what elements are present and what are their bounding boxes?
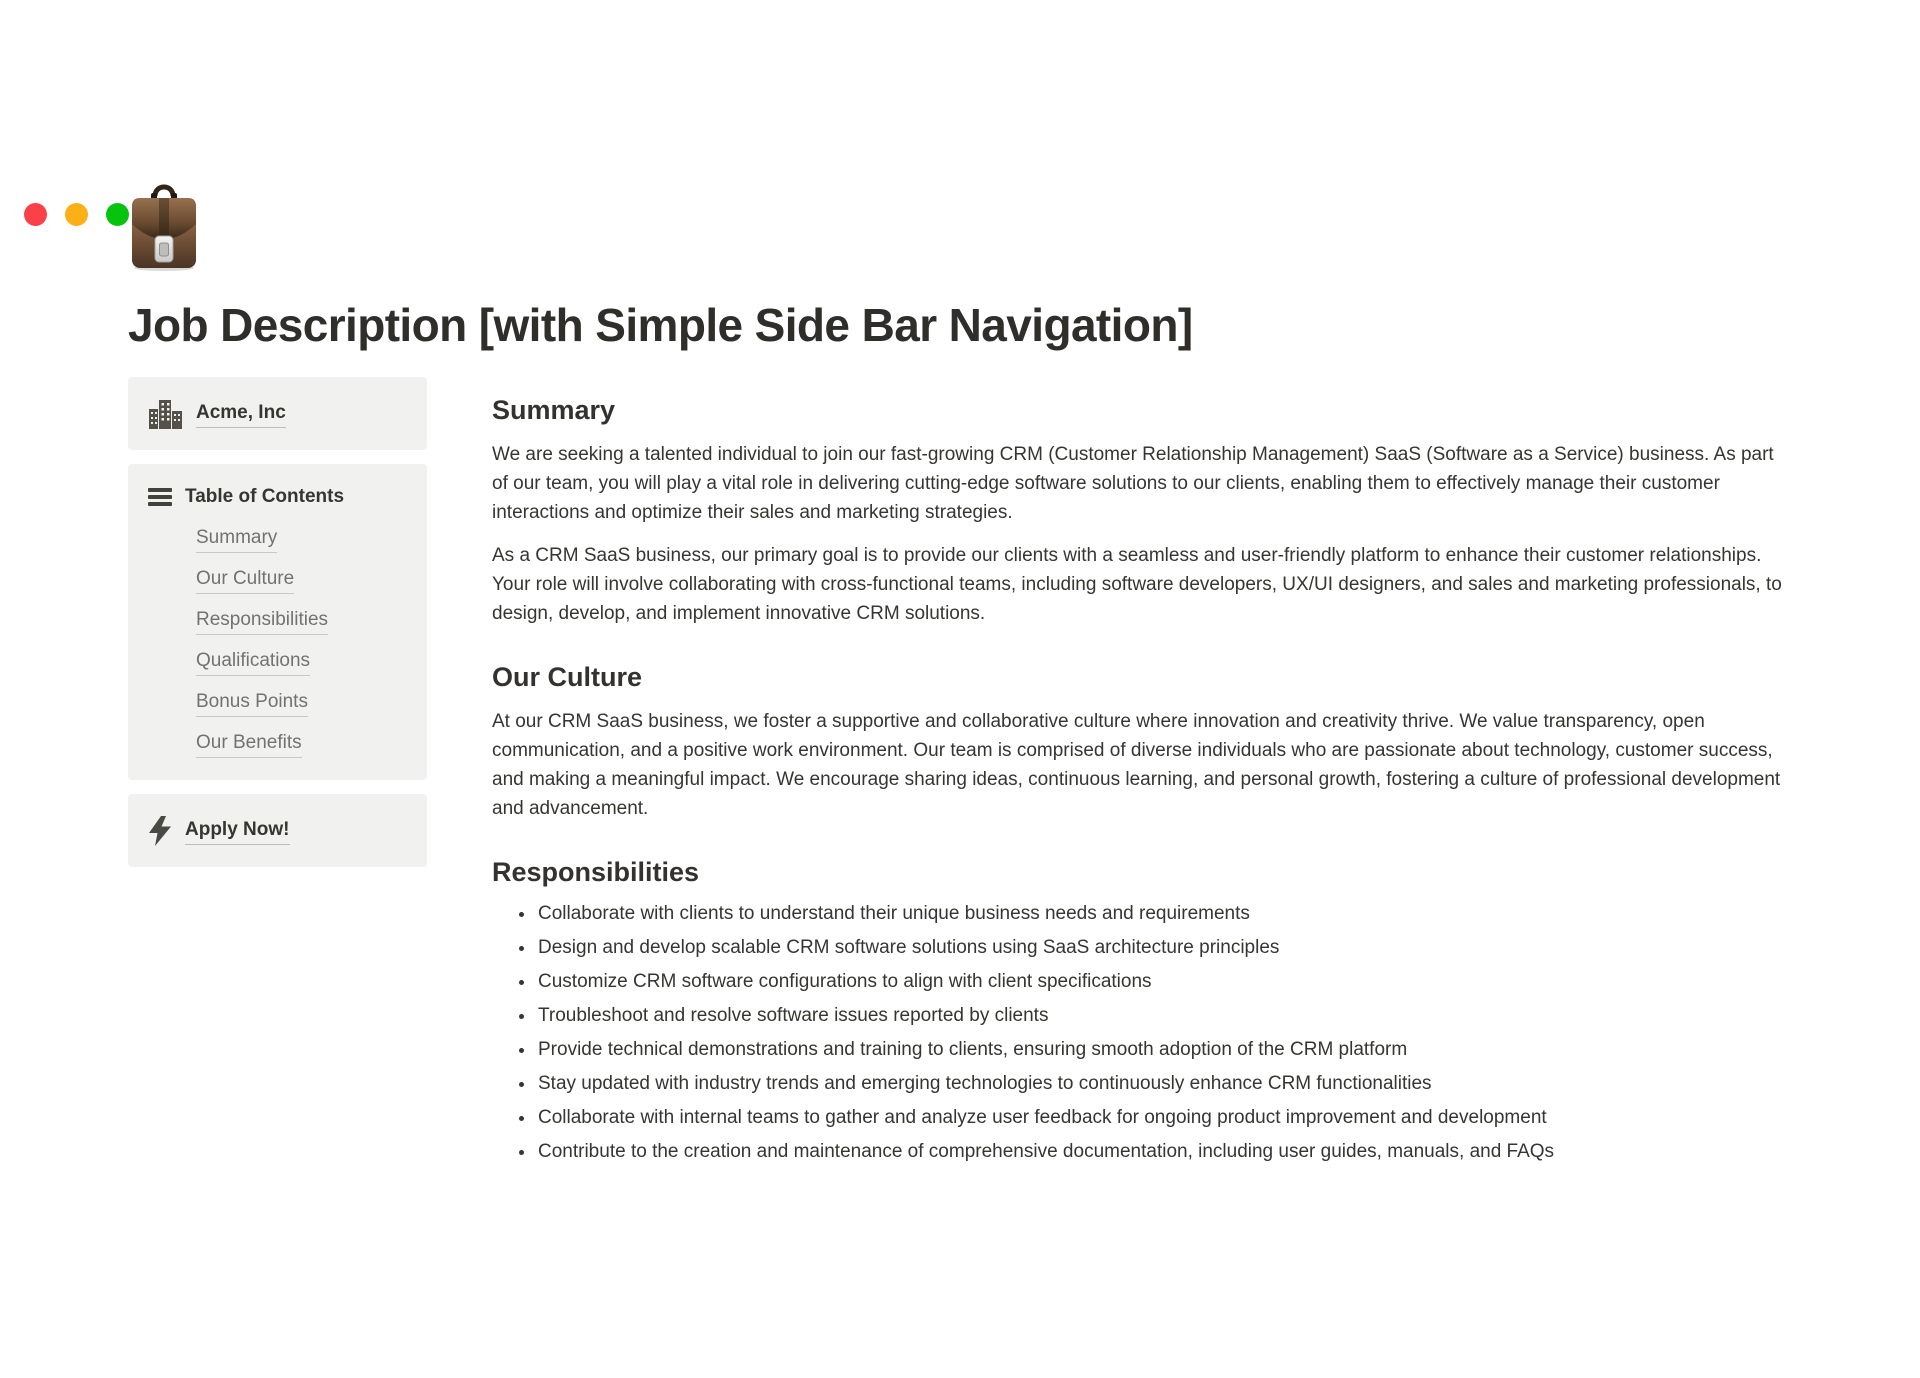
zoom-button[interactable] xyxy=(106,203,129,226)
section-responsibilities xyxy=(492,855,1790,1167)
paragraph: We are seeking a talented individual to join our fast-growing CRM (Customer Relationship Management) SaaS (Software as a Service) business. As part of our team, you will play a vital role in delivering cutting-edge software solutions to our clients, enabling them to effectively manage their customer interactions and optimize their sales and marketing strategies. xyxy=(492,444,1774,523)
minimize-button[interactable] xyxy=(65,203,88,226)
document-page xyxy=(0,178,1920,1170)
toc-link-bonus-points[interactable]: Bonus Points xyxy=(196,688,308,717)
document-content xyxy=(492,377,1790,1170)
section-heading: Summary xyxy=(492,395,616,425)
toc-link-our-benefits[interactable]: Our Benefits xyxy=(196,729,302,758)
bullet-item: • Troubleshoot and resolve software issues reported by clients xyxy=(536,1000,1790,1031)
bullet-item: • Customize CRM software configurations to align with client specifications xyxy=(536,966,1790,997)
sidebar-apply-card xyxy=(128,794,427,867)
notion-job-description-page xyxy=(0,178,1920,1378)
toc-link-our-culture[interactable]: Our Culture xyxy=(196,565,294,594)
page-body xyxy=(128,377,1790,1170)
bullet-list xyxy=(492,898,1790,1167)
section-summary xyxy=(492,393,1790,632)
page-title: Job Description [with Simple Side Bar Navigation] xyxy=(128,299,1193,351)
section-heading: Responsibilities xyxy=(492,857,700,887)
window-controls xyxy=(24,203,129,226)
bullet-item: • Stay updated with industry trends and emerging technologies to continuously enhance CRM functionalities xyxy=(536,1068,1790,1099)
toc-title: Table of Contents xyxy=(185,486,345,507)
toc-link-qualifications[interactable]: Qualifications xyxy=(196,647,310,676)
apply-now-link[interactable]: Apply Now! xyxy=(185,817,290,845)
bullet-item: • Design and develop scalable CRM software solutions using SaaS architecture principles xyxy=(536,932,1790,963)
building-icon xyxy=(148,399,183,429)
bullet-item: • Contribute to the creation and maintenance of comprehensive documentation, including user guides, manuals, and FAQs xyxy=(536,1136,1790,1167)
section-heading: Our Culture xyxy=(492,662,643,692)
bullet-item: • Collaborate with internal teams to gather and analyze user feedback for ongoing product improvement and development xyxy=(536,1102,1790,1133)
toc-header xyxy=(148,482,411,512)
toc-link-summary[interactable]: Summary xyxy=(196,524,277,553)
section-our-culture xyxy=(492,660,1790,827)
menu-icon xyxy=(148,487,172,507)
company-link[interactable]: Acme, Inc xyxy=(196,400,286,428)
toc-link-list xyxy=(148,524,411,758)
briefcase-icon[interactable] xyxy=(130,178,198,272)
sidebar-company-card xyxy=(128,377,427,450)
lightning-icon xyxy=(148,816,172,846)
sidebar xyxy=(128,377,427,867)
bullet-item: • Provide technical demonstrations and training to clients, ensuring smooth adoption of the CRM platform xyxy=(536,1034,1790,1065)
paragraph: At our CRM SaaS business, we foster a supportive and collaborative culture where innovation and creativity thrive. We value transparency, open communication, and a positive work environment. Our team is comprised of diverse individuals who are passionate about technology, customer success, and making a meaningful impact. We encourage sharing ideas, continuous learning, and personal growth, fostering a culture of professional development and advancement. xyxy=(492,711,1781,819)
paragraph: As a CRM SaaS business, our primary goal is to provide our clients with a seamless and user-friendly platform to enhance their customer relationships. Your role will involve collaborating with cross-functional teams, including software developers, UX/UI designers, and sales and marketing professionals, to design, develop, and implement innovative CRM solutions. xyxy=(492,545,1782,624)
sidebar-toc-card xyxy=(128,464,427,780)
bullet-item: • Collaborate with clients to understand their unique business needs and requirements xyxy=(536,898,1790,929)
close-button[interactable] xyxy=(24,203,47,226)
toc-link-responsibilities[interactable]: Responsibilities xyxy=(196,606,328,635)
